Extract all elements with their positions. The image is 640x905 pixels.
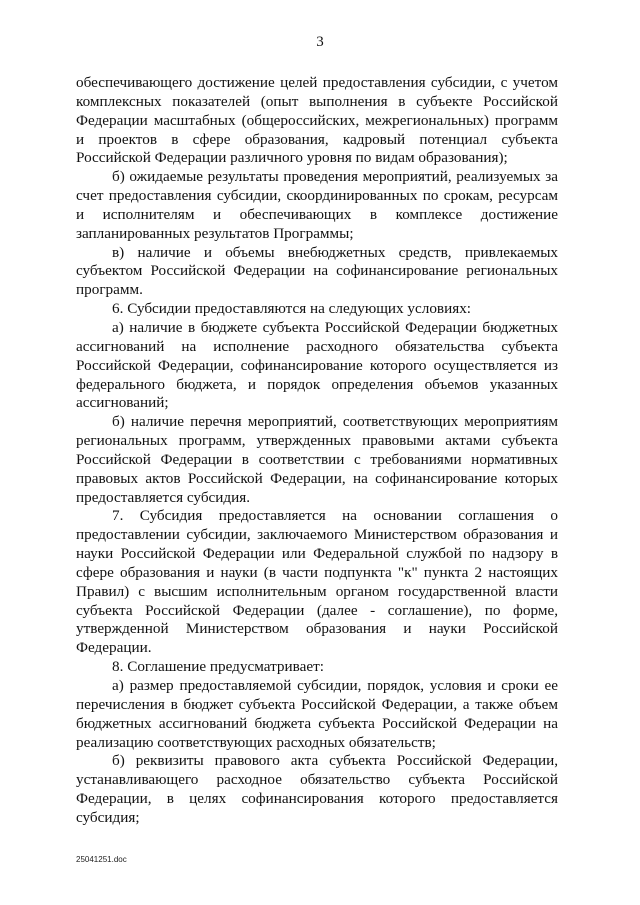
- document-body: [76, 74, 558, 828]
- footer-filename: 25041251.doc: [76, 855, 127, 864]
- page-number: 3: [316, 34, 324, 50]
- paragraph-8b: б) реквизиты правового акта субъекта Российской Федерации, устанавливающего расходное обязательство субъекта Российской Федерации, в целях софинансирования которого предоставляется субсидия;: [76, 752, 558, 826]
- paragraph-6b: б) наличие перечня мероприятий, соответствующих мероприятиям региональных программ, утвержденных правовыми актами субъекта Российской Федерации в соответствии с требованиями нормативных правовых актов Российской Федерации, на софинансирование которых предоставляется субсидия.: [76, 413, 558, 506]
- paragraph-item-v-extrabudgetary: в) наличие и объемы внебюджетных средств, привлекаемых субъектом Российской Федерации на софинансирование региональных программ.: [76, 243, 558, 299]
- paragraph-continuation: обеспечивающего достижение целей предоставления субсидии, с учетом комплексных показателей (опыт выполнения в субъекте Российской Федерации масштабных (общероссийских, межрегиональных) программ и проектов в сфере образования, кадровый потенциал субъекта Российской Федерации различного уровня по видам образования);: [76, 74, 558, 167]
- paragraph-7: 7. Субсидия предоставляется на основании соглашения о предоставлении субсидии, заключаемого Министерством образования и науки Российской Федерации или Федеральной службой по надзору в сфере образования и науки (в части подпункта "к" пункта 2 настоящих Правил) с высшим исполнительным органом государственной власти субъекта Российской Федерации (далее - соглашение), по форме, утвержденной Министерством образования и науки Российской Федерации.: [76, 507, 558, 657]
- paragraph-6-heading: 6. Субсидии предоставляются на следующих условиях:: [112, 300, 472, 318]
- paragraph-item-b-results: б) ожидаемые результаты проведения мероприятий, реализуемых за счет предоставления субсидии, скоординированных по срокам, ресурсам и исполнителям и обеспечивающих в комплексе достижение запланированных результатов Программы;: [76, 168, 558, 242]
- paragraph-6a: а) наличие в бюджете субъекта Российской Федерации бюджетных ассигнований на исполнение расходного обязательства субъекта Российской Федерации, софинансирование которого осуществляется из федерального бюджета, и порядок определения объемов указанных ассигнований;: [76, 318, 558, 412]
- paragraph-8a: а) размер предоставляемой субсидии, порядок, условия и сроки ее перечисления в бюджет субъекта Российской Федерации, а также объем бюджетных ассигнований бюджета субъекта Российской Федерации на реализацию соответствующих расходных обязательств;: [76, 677, 558, 751]
- paragraph-8-heading: 8. Соглашение предусматривает:: [112, 658, 324, 676]
